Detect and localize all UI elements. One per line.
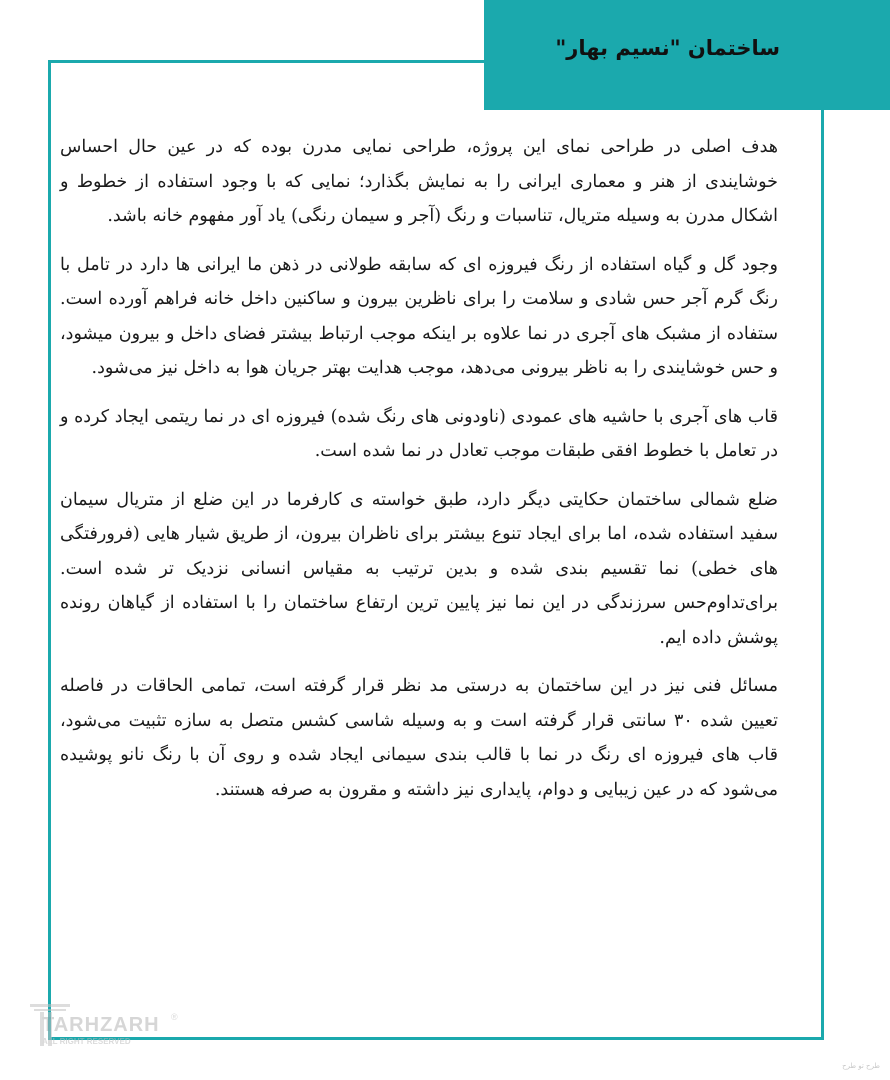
paragraph-1: هدف اصلی در طراحی نمای این پروژه، طراحی نمایی مدرن بوده که در عین حال احساس خوشایندی از هنر و معماری ایرانی را به نمایش بگذارد؛ نمایی که با وجود استفاده از خطوط و اشکال مدرن به وسیله متریال، تناسبات و رنگ (آجر و سیمان رنگی) یاد آور مفهوم خانه باشد. (60, 137, 778, 226)
paragraph-5: مسائل فنی نیز در این ساختمان به درستی مد نظر قرار گرفته است، تمامی الحاقات در فاصله تعیین شده ۳۰ سانتی قرار گرفته است و به وسیله شاسی کشس متصل به سازه تثبیت می‌شود، قاب های فیروزه ای رنگ در نما با قالب بندی سیمانی ایجاد شده و روی آن با رنگ نانو پوشیده می‌شود که در عین زیبایی و دوام، پایداری نیز داشته و مقرون به صرفه هستند. (60, 676, 778, 800)
registered-mark: ® (171, 1012, 178, 1022)
paragraph-4: ضلع شمالی ساختمان حکایتی دیگر دارد، طبق خواسته ی کارفرما در این ضلع از متریال سیمان سفید استفاده شده، اما برای ایجاد تنوع بیشتر برای ناظران بیرون، از طریق شیار هایی (فرورفتگی های خطی) نما تقسیم بندی شده و بدین ترتیب به مقیاس انسانی نزدیک تر شده است. برای‌تداوم‌حس سرزندگی در این نما نیز پایین ترین ارتفاع ساختمان را با استفاده از گیاهان رونده پوشش داده ایم. (60, 489, 778, 648)
article-body (60, 130, 778, 821)
brand-logo (30, 1000, 190, 1052)
logo-name: TARHZARH (42, 1014, 160, 1036)
title-box (484, 0, 890, 110)
paragraph-2: وجود گل و گیاه استفاده از رنگ فیروزه ای که سابقه طولانی در ذهن ما ایرانی ها دارد در تامل با رنگ گرم آجر حس شادی و سلامت را برای ناظرین بیرون و ساکنین داخل خانه فراهم آورده است. ستفاده از مشبک های آجری در نما علاوه بر اینکه موجب ارتباط بیشتر فضای داخل و بیرون میشود، و حس خوشایندی را به ناظر بیرونی می‌دهد، موجب هدایت بهتر جریان هوا به داخل نیز می‌شود. (60, 254, 778, 378)
paragraph-3: قاب های آجری با حاشیه های عمودی (ناودونی های رنگ شده) فیروزه ای در نما ریتمی ایجاد کرده و در تعامل با خطوط افقی طبقات موجب تعادل در نما شده است. (60, 406, 778, 461)
corner-watermark: طرح تو طرح (842, 1062, 880, 1070)
logo-subtitle: ALL RIGHT RESERVED (42, 1037, 131, 1046)
page-title: ساختمان "نسیم بهار" (555, 36, 780, 60)
